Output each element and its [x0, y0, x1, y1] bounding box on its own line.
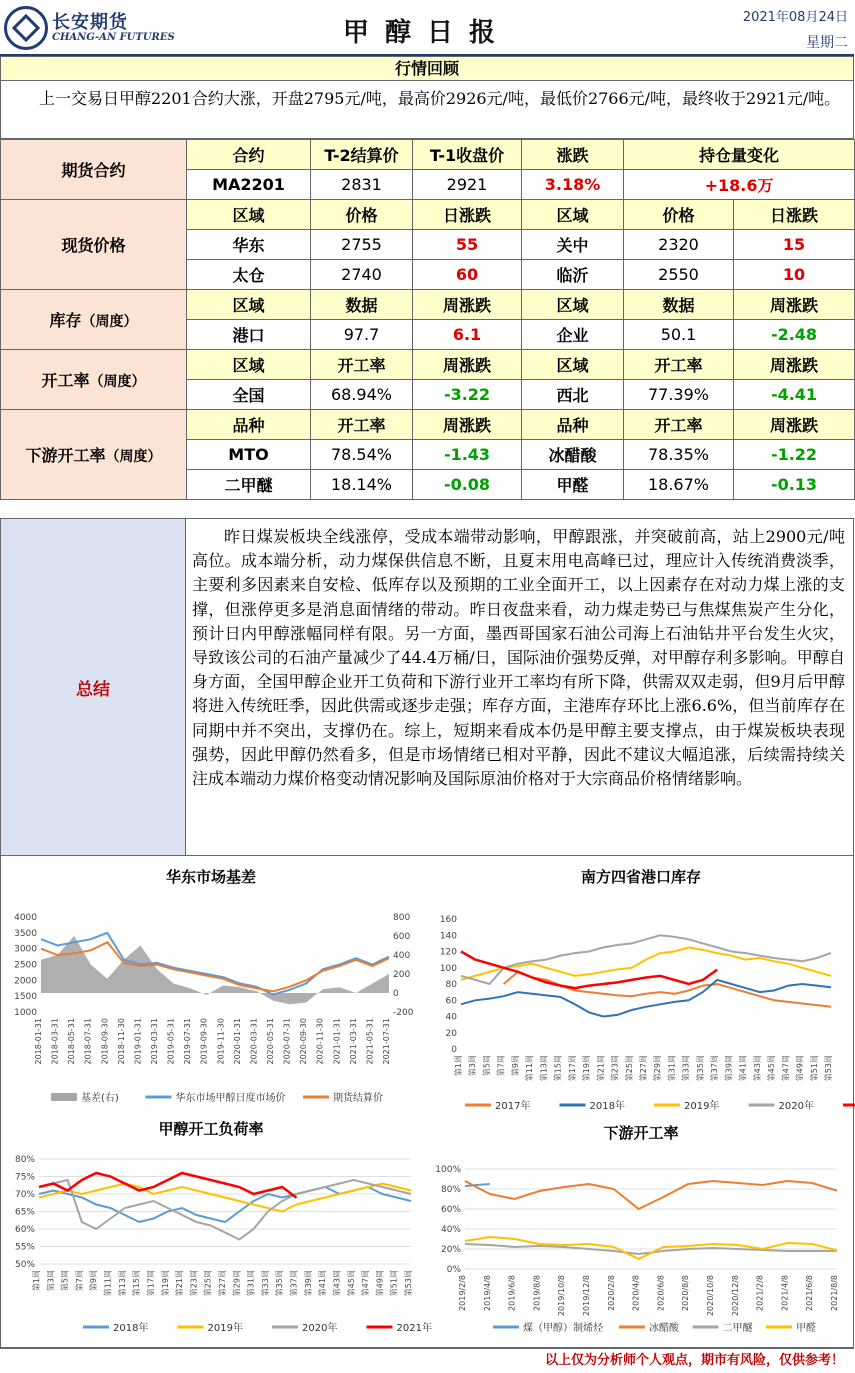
inventory-change: 6.1 [413, 320, 522, 350]
futures-label: 期货合约 [1, 140, 187, 200]
x-tick-label: 第27周 [218, 1270, 227, 1297]
y-tick-label: 100% [435, 1165, 461, 1175]
x-tick-label: 第7周 [496, 1055, 506, 1077]
x-tick-label: 第21周 [175, 1270, 185, 1297]
futures-header: 涨跌 [522, 140, 624, 170]
series-line [39, 1180, 411, 1240]
y-tick-label: 100 [439, 963, 457, 974]
series-line [461, 980, 831, 1017]
operating-header: 周涨跌 [734, 350, 855, 380]
x-tick-label: 2020/10/8 [706, 1275, 715, 1317]
y-tick-label: 40% [440, 1225, 461, 1235]
x-tick-label: 2019-07-31 [183, 1018, 193, 1065]
legend-label: 华东市场甲醇日度市场价 [175, 1093, 286, 1104]
x-tick-label: 第7周 [74, 1270, 84, 1292]
legend-label: 期货结算价 [333, 1093, 383, 1104]
legend-label: 2019年 [684, 1101, 720, 1112]
x-tick-label: 2020-09-30 [299, 1018, 309, 1065]
chart-downstream-svg [431, 1143, 851, 1344]
downstream-rate: 18.14% [311, 470, 413, 500]
legend-label: 二甲醚 [722, 1323, 753, 1334]
operating-header: 区域 [522, 350, 624, 380]
x-tick-label: 2020-03-31 [249, 1018, 259, 1065]
legend-label: 2018年 [113, 1323, 149, 1334]
downstream-change: -1.22 [734, 440, 855, 470]
x-tick-label: 第53周 [404, 1270, 413, 1297]
downstream-rate: 18.67% [624, 470, 734, 500]
futures-oi-change: +18.6万 [624, 170, 855, 200]
x-tick-label: 第3周 [468, 1055, 478, 1077]
spot-header: 区域 [522, 200, 624, 230]
x-tick-label: 第23周 [610, 1055, 620, 1082]
x-tick-label: 第39周 [303, 1270, 313, 1297]
futures-header: 合约 [187, 140, 311, 170]
inventory-value: 50.1 [624, 320, 734, 350]
operating-header: 周涨跌 [413, 350, 522, 380]
x-tick-label: 第17周 [146, 1270, 156, 1297]
y2-tick-label: 400 [393, 951, 411, 961]
downstream-header: 周涨跌 [413, 410, 522, 440]
x-tick-label: 2020-11-30 [315, 1018, 325, 1065]
x-tick-label: 2019/8/8 [532, 1275, 542, 1311]
legend-label: 基差(右) [81, 1093, 119, 1104]
y-tick-label: 20% [440, 1245, 461, 1255]
x-tick-label: 第43周 [752, 1055, 762, 1082]
series-line [39, 1184, 411, 1212]
x-tick-label: 第13周 [117, 1270, 127, 1297]
operating-region: 全国 [187, 380, 311, 410]
x-tick-label: 第27周 [639, 1055, 648, 1082]
x-tick-label: 2019-09-30 [199, 1018, 209, 1065]
x-tick-label: 2021-01-31 [332, 1018, 342, 1065]
x-tick-label: 第35周 [695, 1055, 705, 1082]
y-tick-label: 2500 [14, 960, 37, 971]
y2-tick-label: 0 [393, 989, 399, 999]
operating-rate: 77.39% [624, 380, 734, 410]
x-tick-label: 2018-03-31 [50, 1018, 60, 1065]
disclaimer: 以上仅为分析师个人观点，期市有风险，仅供参考！ [0, 1348, 854, 1373]
x-tick-label: 第25周 [624, 1055, 634, 1082]
y-tick-label: 40 [445, 1012, 457, 1023]
chart-inventory-svg [431, 887, 851, 1117]
inventory-change: -2.48 [734, 320, 855, 350]
x-tick-label: 第1周 [32, 1270, 41, 1292]
legend-label: 2020年 [778, 1101, 814, 1112]
futures-change: 3.18% [522, 170, 624, 200]
downstream-change: -0.08 [413, 470, 522, 500]
report-title: 甲醇日报 [342, 18, 511, 48]
spot-change: 55 [413, 230, 522, 260]
spot-change: 60 [413, 260, 522, 290]
downstream-change: -0.13 [734, 470, 855, 500]
y-tick-label: 0% [446, 1265, 461, 1275]
chart-title: 华东市场基差 [165, 868, 256, 886]
x-tick-label: 2019-05-31 [166, 1018, 176, 1065]
y-tick-label: 20 [445, 1028, 457, 1039]
spot-header: 日涨跌 [413, 200, 522, 230]
legend-label: 2020年 [302, 1323, 338, 1334]
x-tick-label: 2020-07-31 [282, 1018, 292, 1065]
x-tick-label: 第33周 [260, 1270, 270, 1297]
legend-label: 煤（甲醇）制烯烃 [523, 1323, 603, 1334]
downstream-label: 下游开工率（周度） [1, 410, 187, 500]
x-tick-label: 第37周 [710, 1055, 720, 1082]
inventory-header: 周涨跌 [734, 290, 855, 320]
y-tick-label: 80% [440, 1185, 461, 1195]
y-tick-label: 65% [14, 1207, 35, 1218]
downstream-product: MTO [187, 440, 311, 470]
spot-region: 临沂 [522, 260, 624, 290]
x-tick-label: 2019-03-31 [150, 1018, 159, 1065]
x-tick-label: 第11周 [525, 1055, 535, 1082]
downstream-product: 二甲醚 [187, 470, 311, 500]
x-tick-label: 2018-07-31 [83, 1018, 93, 1065]
legend-label: 冰醋酸 [649, 1323, 679, 1334]
y-tick-label: 140 [439, 931, 457, 942]
futures-close: 2921 [413, 170, 522, 200]
x-tick-label: 2021/4/8 [780, 1275, 790, 1311]
x-tick-label: 第51周 [809, 1055, 819, 1082]
x-tick-label: 2020-05-31 [266, 1018, 275, 1065]
spot-price: 2320 [624, 230, 734, 260]
y2-tick-label: 800 [393, 913, 411, 923]
x-tick-label: 第39周 [724, 1055, 734, 1082]
x-tick-label: 第21周 [596, 1055, 606, 1082]
legend-label: 甲醛 [796, 1323, 816, 1334]
spot-header: 区域 [187, 200, 311, 230]
x-tick-label: 第49周 [795, 1055, 805, 1082]
spot-region: 太仓 [187, 260, 311, 290]
y-tick-label: 120 [439, 947, 457, 958]
x-tick-label: 2021/8/8 [830, 1275, 839, 1311]
x-tick-label: 第15周 [553, 1055, 563, 1082]
x-tick-label: 第43周 [332, 1270, 342, 1297]
y-tick-label: 60 [445, 996, 457, 1007]
series-line [39, 1187, 411, 1222]
spot-price: 2550 [624, 260, 734, 290]
spot-label: 现货价格 [1, 200, 187, 290]
downstream-header: 周涨跌 [734, 410, 855, 440]
x-tick-label: 第31周 [246, 1270, 256, 1297]
x-tick-label: 第5周 [60, 1270, 70, 1292]
series-area [41, 936, 389, 1004]
charts-panel [0, 856, 854, 1348]
y-tick-label: 1500 [14, 992, 37, 1003]
y-tick-label: 3000 [14, 944, 37, 955]
x-tick-label: 第9周 [89, 1270, 99, 1292]
x-tick-label: 第5周 [482, 1055, 492, 1077]
x-tick-label: 第11周 [103, 1270, 113, 1297]
spot-price: 2740 [311, 260, 413, 290]
x-tick-label: 2020/2/8 [606, 1275, 616, 1311]
downstream-rate: 78.35% [624, 440, 734, 470]
x-tick-label: 第19周 [160, 1270, 170, 1297]
spot-header: 日涨跌 [734, 200, 855, 230]
inventory-region: 港口 [187, 320, 311, 350]
operating-change: -3.22 [413, 380, 522, 410]
x-tick-label: 第3周 [46, 1270, 56, 1292]
legend-label: 2021年 [396, 1323, 432, 1334]
x-tick-label: 2021/2/8 [755, 1275, 765, 1311]
spot-change: 15 [734, 230, 855, 260]
downstream-header: 品种 [187, 410, 311, 440]
x-tick-label: 第25周 [203, 1270, 213, 1297]
spot-region: 关中 [522, 230, 624, 260]
x-tick-label: 第47周 [781, 1055, 791, 1082]
downstream-header: 开工率 [311, 410, 413, 440]
summary-label: 总结 [0, 518, 186, 856]
futures-header: T-1收盘价 [413, 140, 522, 170]
x-tick-label: 第37周 [289, 1270, 299, 1297]
y-tick-label: 160 [439, 915, 457, 925]
inventory-value: 97.7 [311, 320, 413, 350]
chart-basis [1, 866, 421, 1106]
x-tick-label: 第15周 [132, 1270, 142, 1297]
report-weekday: 星期二 [806, 35, 848, 51]
downstream-header: 品种 [522, 410, 624, 440]
series-line [465, 1237, 837, 1259]
x-tick-label: 2019-11-30 [216, 1018, 226, 1065]
x-tick-label: 第45周 [346, 1270, 356, 1297]
y-tick-label: 2000 [14, 976, 37, 987]
y-tick-label: 75% [14, 1172, 35, 1183]
y2-tick-label: 600 [393, 932, 411, 942]
chart-title: 甲醇开工负荷率 [158, 1120, 264, 1138]
x-tick-label: 第45周 [767, 1055, 777, 1082]
inventory-header: 数据 [311, 290, 413, 320]
x-tick-label: 第41周 [738, 1055, 748, 1082]
brand-cn: 长安期货 [52, 12, 128, 33]
downstream-change: -1.43 [413, 440, 522, 470]
report-date: 2021年08月24日 [742, 10, 848, 25]
x-tick-label: 2019/2/8 [458, 1275, 467, 1311]
x-tick-label: 第53周 [824, 1055, 833, 1082]
x-tick-label: 第29周 [653, 1055, 663, 1082]
report-header [0, 0, 854, 56]
x-tick-label: 第13周 [539, 1055, 549, 1082]
y-tick-label: 4000 [14, 913, 37, 923]
x-tick-label: 2019/12/8 [582, 1275, 591, 1317]
x-tick-label: 2018-09-30 [100, 1018, 110, 1065]
x-tick-label: 2021/6/8 [805, 1275, 815, 1311]
x-tick-label: 第49周 [375, 1270, 385, 1297]
legend-swatch [51, 1093, 77, 1101]
x-tick-label: 2021-03-31 [348, 1018, 358, 1065]
x-tick-label: 2019/4/8 [482, 1275, 492, 1311]
y-tick-label: 55% [14, 1242, 35, 1253]
x-tick-label: 2021-07-31 [382, 1018, 391, 1065]
y2-tick-label: -200 [393, 1008, 414, 1018]
chart-downstream [431, 1122, 851, 1343]
data-table [0, 139, 855, 500]
chart-inventory [431, 866, 851, 1116]
x-tick-label: 2020/8/8 [681, 1275, 691, 1311]
x-tick-label: 2019/10/8 [557, 1275, 567, 1317]
futures-header: T-2结算价 [311, 140, 413, 170]
x-tick-label: 第41周 [318, 1270, 328, 1297]
x-tick-label: 2018-05-31 [67, 1018, 77, 1065]
downstream-product: 冰醋酸 [522, 440, 624, 470]
futures-settle: 2831 [311, 170, 413, 200]
x-tick-label: 第51周 [389, 1270, 399, 1297]
x-tick-label: 2019/6/8 [507, 1275, 517, 1311]
legend-label: 2018年 [589, 1101, 625, 1112]
series-line [465, 1184, 490, 1186]
brand-en: CHANG-AN FUTURES [52, 32, 175, 43]
x-tick-label: 2020/12/8 [730, 1275, 740, 1317]
inventory-region: 企业 [522, 320, 624, 350]
x-tick-label: 第47周 [361, 1270, 371, 1297]
x-tick-label: 第29周 [232, 1270, 242, 1297]
x-tick-label: 第35周 [275, 1270, 285, 1297]
y-tick-label: 70% [14, 1190, 35, 1200]
x-tick-label: 第23周 [189, 1270, 199, 1297]
inventory-header: 区域 [187, 290, 311, 320]
y-tick-label: 80% [14, 1155, 35, 1165]
futures-contract: MA2201 [187, 170, 311, 200]
downstream-rate: 78.54% [311, 440, 413, 470]
x-tick-label: 2019-01-31 [133, 1018, 143, 1065]
y-tick-label: 50% [14, 1260, 35, 1270]
operating-region: 西北 [522, 380, 624, 410]
y-tick-label: 60% [14, 1225, 35, 1235]
inventory-header: 区域 [522, 290, 624, 320]
inventory-header: 周涨跌 [413, 290, 522, 320]
x-tick-label: 2021-05-31 [365, 1018, 375, 1065]
operating-header: 开工率 [624, 350, 734, 380]
series-line [465, 1181, 837, 1209]
y-tick-label: 3500 [14, 928, 37, 939]
x-tick-label: 第1周 [454, 1055, 463, 1077]
spot-header: 价格 [624, 200, 734, 230]
inventory-header: 数据 [624, 290, 734, 320]
review-heading: 行情回顾 [0, 56, 854, 81]
operating-change: -4.41 [734, 380, 855, 410]
x-tick-label: 第9周 [510, 1055, 520, 1077]
spot-region: 华东 [187, 230, 311, 260]
y2-tick-label: 200 [393, 970, 411, 980]
chart-operating-svg [1, 1139, 432, 1344]
x-tick-label: 2020/6/8 [656, 1275, 666, 1311]
spot-price: 2755 [311, 230, 413, 260]
chart-title: 下游开工率 [603, 1124, 679, 1142]
futures-header: 持仓量变化 [624, 140, 855, 170]
operating-header: 区域 [187, 350, 311, 380]
downstream-header: 开工率 [624, 410, 734, 440]
x-tick-label: 第33周 [681, 1055, 691, 1082]
downstream-product: 甲醛 [522, 470, 624, 500]
y-tick-label: 0 [451, 1045, 457, 1055]
inventory-label: 库存（周度） [1, 290, 187, 350]
x-tick-label: 2020/4/8 [631, 1275, 641, 1311]
x-tick-label: 第17周 [567, 1055, 577, 1082]
x-tick-label: 2018-11-30 [116, 1018, 126, 1065]
x-tick-label: 第19周 [582, 1055, 592, 1082]
y-tick-label: 80 [445, 980, 457, 990]
x-tick-label: 2020-01-31 [232, 1018, 242, 1065]
spot-change: 10 [734, 260, 855, 290]
y-tick-label: 1000 [14, 1008, 37, 1018]
x-tick-label: 2018-01-31 [34, 1018, 43, 1065]
spot-header: 价格 [311, 200, 413, 230]
operating-header: 开工率 [311, 350, 413, 380]
legend-label: 2017年 [495, 1101, 531, 1112]
legend-label: 2019年 [207, 1323, 243, 1334]
chart-basis-svg [1, 887, 421, 1107]
chart-operating [1, 1118, 432, 1343]
review-text: 上一交易日甲醇2201合约大涨，开盘2795元/吨，最高价2926元/吨，最低价2766元/吨，最终收于2921元/吨。 [0, 81, 854, 139]
operating-rate: 68.94% [311, 380, 413, 410]
operating-label: 开工率（周度） [1, 350, 187, 410]
x-tick-label: 第31周 [667, 1055, 677, 1082]
y-tick-label: 60% [440, 1205, 461, 1215]
chart-title: 南方四省港口库存 [580, 868, 701, 886]
summary-text: 昨日煤炭板块全线涨停，受成本端带动影响，甲醇跟涨，并突破前高，站上2900元/吨高位。成本端分析，动力煤保供信息不断，且夏末用电高峰已过，理应计入传统消费淡季，主要利多因素来自安检、低库存以及预期的工业全面开工，以上因素存在对动力煤上涨的支撑，但涨停更多是消息面情绪的带动。昨日夜盘来看，动力煤走势已与焦煤焦炭产生分化，预计日内甲醇涨幅同样有限。另一方面，墨西哥国家石油公司海上石油钻井平台发生火灾，导致该公司的石油产量减少了44.4万桶/日，国际油价强势反弹，对甲醇存利多影响。甲醇自身方面，全国甲醇企业开工负荷和下游行业开工率均有所下降，供需双双走弱，但9月后甲醇将进入传统旺季，因此供需或逐步走强；库存方面，主港库存环比上涨6.6%，但当前库存在同期中并不突出，支撑仍在。综上，短期来看成本仍是甲醇主要支撑点，由于煤炭板块表现强势，因此甲醇仍然看多，但是市场情绪已相对平静，因此不建议大幅追涨，后续需持续关注成本端动力煤价格变动情况影响及国际原油价格对于大宗商品价格情绪影响。 [186, 518, 854, 856]
